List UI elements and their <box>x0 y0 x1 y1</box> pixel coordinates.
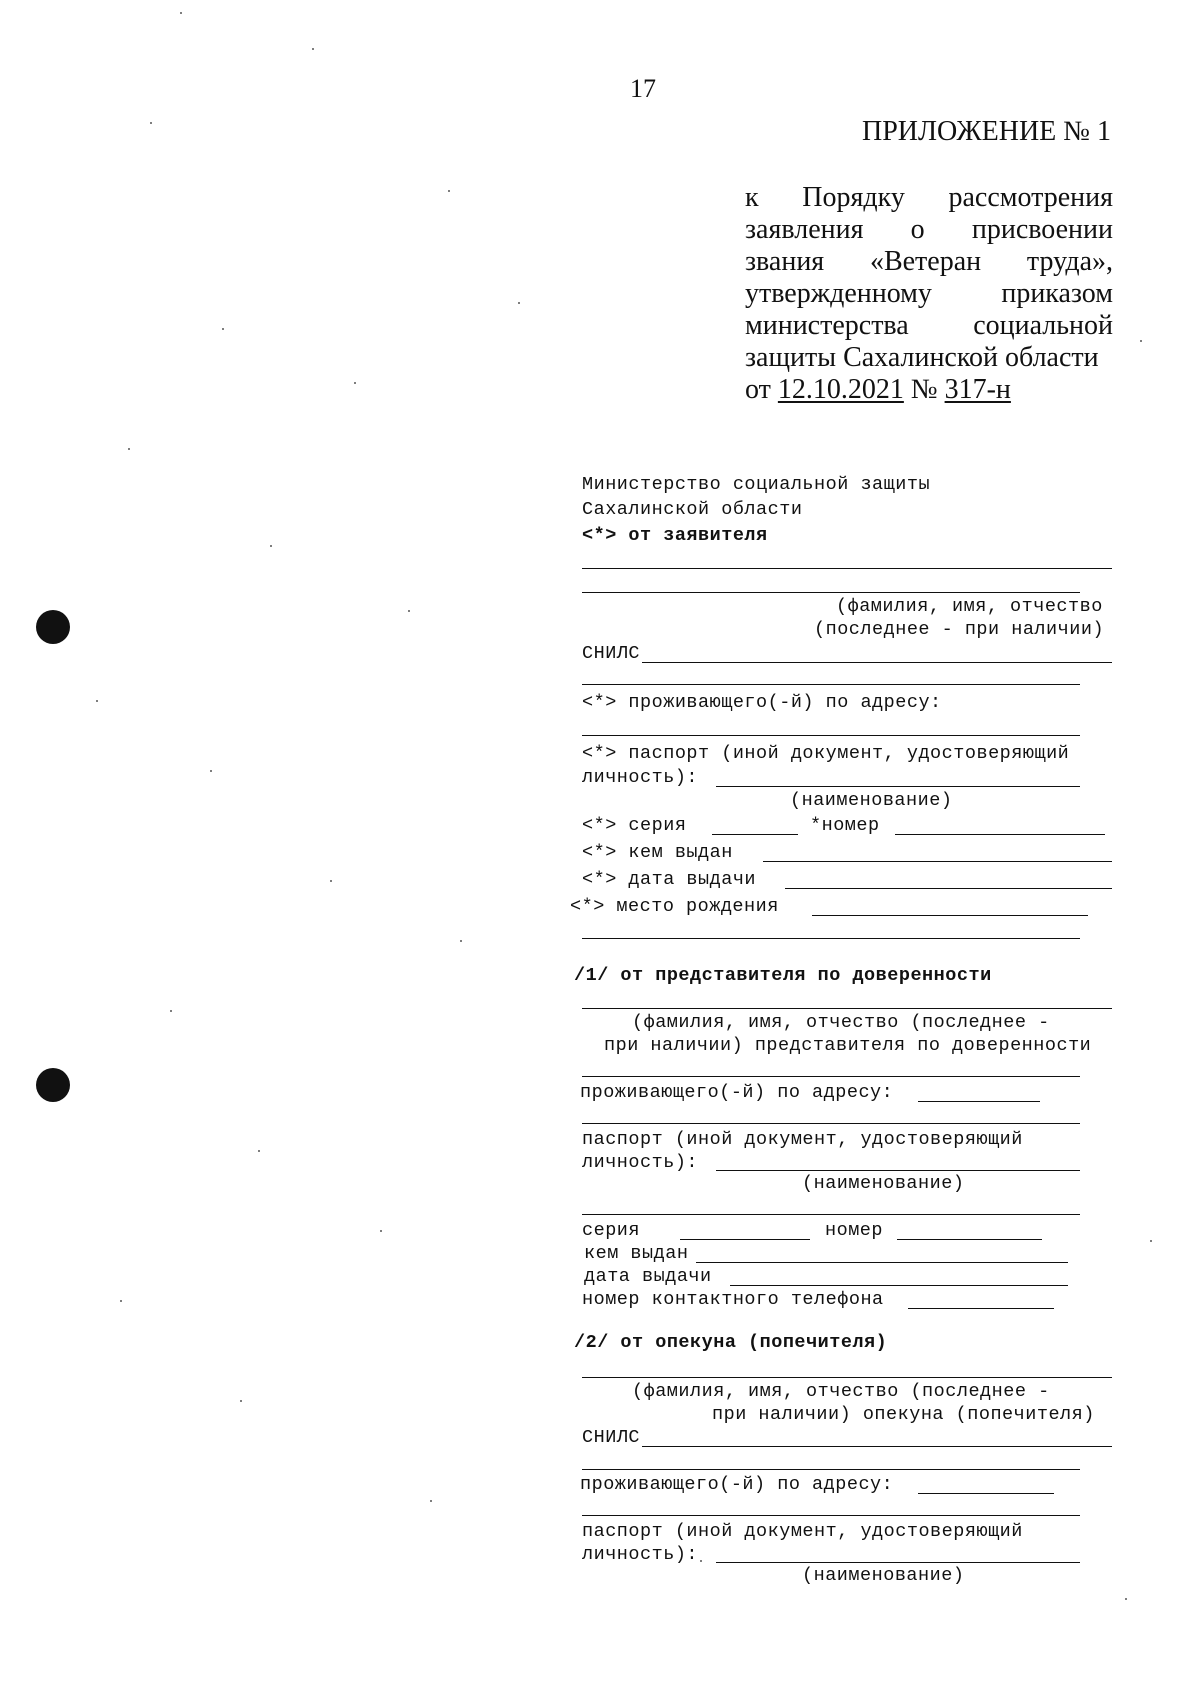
issued-by-label: <*> кем выдан <box>582 842 733 863</box>
rep-passport-name-field[interactable] <box>716 1170 1080 1171</box>
series-field[interactable] <box>712 834 798 835</box>
appendix-number: 317-н <box>944 374 1011 405</box>
passport-label-1: <*> паспорт (иной документ, удостоверяющий <box>582 743 1070 764</box>
rep-address-field[interactable] <box>918 1101 1040 1102</box>
rep-phone-label: номер контактного телефона <box>582 1289 884 1310</box>
number-label: *номер <box>810 815 880 836</box>
rep-series-field[interactable] <box>680 1239 810 1240</box>
snils-field-2[interactable] <box>582 684 1080 685</box>
appendix-line-2: заявления о присвоении <box>745 214 1113 245</box>
snils-field[interactable] <box>642 662 1112 663</box>
issue-date-field[interactable] <box>785 888 1112 889</box>
snils-label: СНИЛС <box>582 643 641 664</box>
guard-snils-field[interactable] <box>642 1446 1112 1447</box>
rep-fio-field-2[interactable] <box>582 1076 1080 1077</box>
rep-passport-name-caption: (наименование) <box>802 1173 965 1194</box>
appendix-line-3: звания «Ветеран труда», <box>745 246 1113 277</box>
residing-label: <*> проживающего(-й) по адресу: <box>582 692 942 713</box>
applicant-header: <*> от заявителя <box>582 525 768 546</box>
rep-passport-field-2[interactable] <box>582 1214 1080 1215</box>
guard-caption-1: (фамилия, имя, отчество (последнее - <box>632 1381 1050 1402</box>
appendix-title: ПРИЛОЖЕНИЕ № 1 <box>862 116 1111 147</box>
guard-residing-label: проживающего(-й) по адресу: <box>580 1474 894 1495</box>
guard-snils-field-2[interactable] <box>582 1469 1080 1470</box>
issued-by-field[interactable] <box>763 861 1112 862</box>
passport-name-caption: (наименование) <box>790 790 953 811</box>
rep-number-label: номер <box>825 1220 884 1241</box>
applicant-fio-field-2[interactable] <box>582 592 1080 593</box>
rep-number-field[interactable] <box>897 1239 1042 1240</box>
rep-caption-1: (фамилия, имя, отчество (последнее - <box>632 1012 1050 1033</box>
fio-caption-1: (фамилия, имя, отчество <box>836 596 1103 617</box>
rep-caption-2: при наличии) представителя по доверенности <box>604 1035 1092 1056</box>
birthplace-label: <*> место рождения <box>570 896 779 917</box>
number-field[interactable] <box>895 834 1105 835</box>
series-label: <*> серия <box>582 815 687 836</box>
passport-name-field[interactable] <box>716 786 1080 787</box>
ministry-line-1: Министерство социальной защиты <box>582 474 931 495</box>
rep-address-field-2[interactable] <box>582 1123 1080 1124</box>
ministry-line-2: Сахалинской области <box>582 499 803 520</box>
guard-passport-name-caption: (наименование) <box>802 1565 965 1586</box>
passport-label-2: личность): <box>582 767 699 788</box>
guard-header: /2/ от опекуна (попечителя) <box>574 1332 888 1353</box>
appendix-line-5: министерства социальной <box>745 310 1113 341</box>
page-number: 17 <box>630 74 656 103</box>
punch-hole-top <box>36 610 70 644</box>
guard-passport-label-1: паспорт (иной документ, удостоверяющий <box>582 1521 1023 1542</box>
rep-header: /1/ от представителя по доверенности <box>574 965 992 986</box>
rep-fio-field[interactable] <box>582 1008 1112 1009</box>
rep-passport-label-2: личность): <box>582 1152 699 1173</box>
punch-hole-bottom <box>36 1068 70 1102</box>
guard-address-field-2[interactable] <box>582 1515 1080 1516</box>
guard-passport-label-2: личность): <box>582 1544 699 1565</box>
rep-passport-label-1: паспорт (иной документ, удостоверяющий <box>582 1129 1023 1150</box>
guard-address-field[interactable] <box>918 1493 1054 1494</box>
rep-issued-by-field[interactable] <box>696 1262 1068 1263</box>
rep-issued-by-label: кем выдан <box>584 1243 689 1264</box>
address-field[interactable] <box>582 735 1080 736</box>
appendix-line-6: защиты Сахалинской области <box>745 342 1099 373</box>
applicant-fio-field-1[interactable] <box>582 568 1112 569</box>
guard-passport-name-field[interactable] <box>716 1562 1080 1563</box>
guard-caption-2: при наличии) опекуна (попечителя) <box>712 1404 1095 1425</box>
birthplace-field-2[interactable] <box>582 938 1080 939</box>
guard-snils-label: СНИЛС <box>582 1427 641 1448</box>
rep-residing-label: проживающего(-й) по адресу: <box>580 1082 894 1103</box>
rep-issue-date-label: дата выдачи <box>584 1266 712 1287</box>
appendix-line-1: к Порядку рассмотрения <box>745 182 1113 213</box>
rep-issue-date-field[interactable] <box>730 1285 1068 1286</box>
rep-series-label: серия <box>582 1220 641 1241</box>
appendix-date-line: от 12.10.2021 № 317-н <box>745 374 1011 405</box>
rep-phone-field[interactable] <box>908 1308 1054 1309</box>
issue-date-label: <*> дата выдачи <box>582 869 757 890</box>
fio-caption-2: (последнее - при наличии) <box>814 619 1105 640</box>
appendix-line-4: утвержденному приказом <box>745 278 1113 309</box>
birthplace-field[interactable] <box>812 915 1088 916</box>
guard-fio-field[interactable] <box>582 1377 1112 1378</box>
appendix-date: 12.10.2021 <box>777 374 904 405</box>
